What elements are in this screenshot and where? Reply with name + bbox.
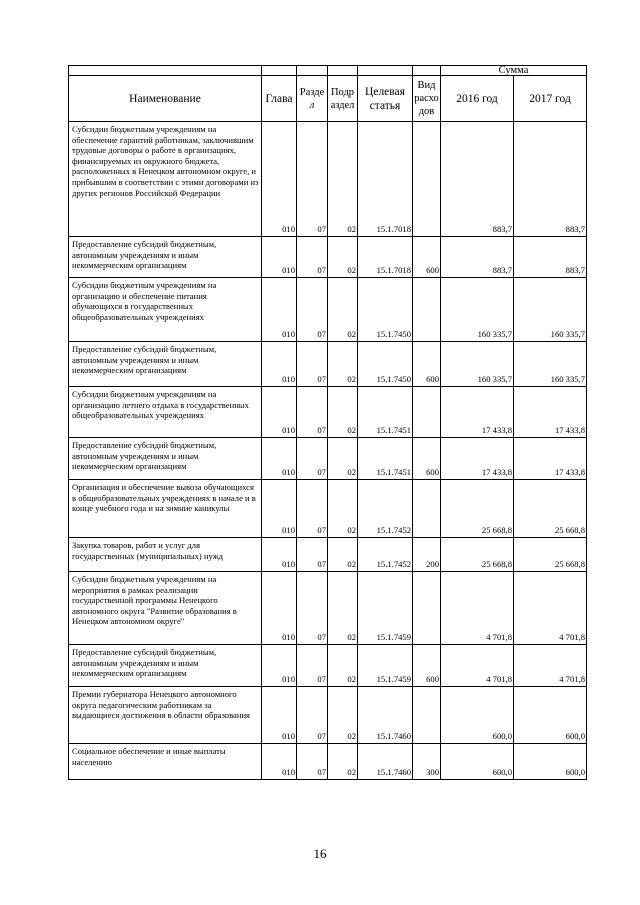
row-name: Предоставление субсидий бюджетным, автономным учреждениям и иным некоммерческим организациям	[69, 438, 262, 480]
row-razdel: 07	[297, 645, 328, 687]
row-razdel: 07	[297, 387, 328, 438]
row-name: Предоставление субсидий бюджетным, автономным учреждениям и иным некоммерческим организациям	[69, 645, 262, 687]
row-name: Субсидии бюджетным учреждениям на организацию и обеспечение питания обучающихся в государственных общеобразовательных учреждениях	[69, 278, 262, 342]
row-sum-2016: 160 335,7	[441, 278, 514, 342]
header-2016: 2016 год	[441, 76, 514, 122]
row-sum-2017: 17 433,8	[514, 387, 587, 438]
table-row	[69, 122, 587, 237]
row-sum-2016: 160 335,7	[441, 342, 514, 387]
row-razdel: 07	[297, 687, 328, 744]
row-tselevaya: 15.1.7451	[358, 387, 413, 438]
page-number: 16	[313, 846, 327, 861]
row-glava: 010	[262, 480, 297, 538]
row-sum-2017: 17 433,8	[514, 438, 587, 480]
header-sum: Сумма	[441, 66, 587, 76]
row-sum-2016: 25 668,8	[441, 480, 514, 538]
row-podrazdel: 02	[328, 572, 358, 645]
table-row	[69, 278, 587, 342]
row-sum-2017: 25 668,8	[514, 538, 587, 572]
row-podrazdel: 02	[328, 237, 358, 278]
row-sum-2016: 4 701,8	[441, 572, 514, 645]
row-vid: 200	[413, 538, 441, 572]
row-vid	[413, 387, 441, 438]
row-tselevaya: 15.1.7018	[358, 122, 413, 237]
row-name: Организация и обеспечение вывоза обучающихся в общеобразовательных учреждениях в начале и в конце учебного года и на зимние каникулы	[69, 480, 262, 538]
row-vid	[413, 480, 441, 538]
row-name: Социальное обеспечение и иные выплаты населению	[69, 744, 262, 780]
row-razdel: 07	[297, 480, 328, 538]
row-sum-2016: 17 433,8	[441, 387, 514, 438]
row-vid: 600	[413, 237, 441, 278]
row-name: Субсидии бюджетным учреждениям на организацию летнего отдыха в государственных общеобразовательных учреждениях	[69, 387, 262, 438]
row-vid: 600	[413, 438, 441, 480]
table-row	[69, 538, 587, 572]
row-sum-2016: 600,0	[441, 744, 514, 780]
header-podrazdel: Подр аздел	[328, 76, 358, 122]
row-sum-2017: 600,0	[514, 687, 587, 744]
row-vid: 600	[413, 645, 441, 687]
table-row	[69, 687, 587, 744]
row-name: Субсидии бюджетным учреждениям на обеспечение гарантий работникам, заключившим трудовые договоры о работе в организациях, финансируемых из окружного бюджета, расположенных в Ненецком автономном округе, и прибывшим в соответствии с этими договорами из других регионов Российской Федерации	[69, 122, 262, 237]
row-sum-2016: 883,7	[441, 122, 514, 237]
row-tselevaya: 15.1.7018	[358, 237, 413, 278]
row-sum-2017: 160 335,7	[514, 342, 587, 387]
row-tselevaya: 15.1.7452	[358, 480, 413, 538]
row-vid	[413, 278, 441, 342]
row-tselevaya: 15.1.7450	[358, 342, 413, 387]
row-podrazdel: 02	[328, 687, 358, 744]
row-glava: 010	[262, 278, 297, 342]
row-tselevaya: 15.1.7450	[358, 278, 413, 342]
row-razdel: 07	[297, 572, 328, 645]
row-name: Предоставление субсидий бюджетным, автономным учреждениям и иным некоммерческим организациям	[69, 342, 262, 387]
row-tselevaya: 15.1.7459	[358, 645, 413, 687]
row-vid	[413, 687, 441, 744]
row-podrazdel: 02	[328, 122, 358, 237]
row-name: Предоставление субсидий бюджетным, автономным учреждениям и иным некоммерческим организациям	[69, 237, 262, 278]
header-razdel: Разде л	[297, 76, 328, 122]
row-glava: 010	[262, 237, 297, 278]
table-row	[69, 480, 587, 538]
header-tselevaya: Целевая статья	[358, 76, 413, 122]
row-podrazdel: 02	[328, 387, 358, 438]
row-sum-2017: 25 668,8	[514, 480, 587, 538]
row-name: Премии губернатора Ненецкого автономного округа педагогическим работникам за выдающиеся достижения в области образования	[69, 687, 262, 744]
row-vid: 300	[413, 744, 441, 780]
table-row	[69, 342, 587, 387]
header-2017: 2017 год	[514, 76, 587, 122]
table-row	[69, 387, 587, 438]
header-row	[69, 76, 587, 122]
row-podrazdel: 02	[328, 480, 358, 538]
row-razdel: 07	[297, 342, 328, 387]
row-sum-2016: 25 668,8	[441, 538, 514, 572]
row-razdel: 07	[297, 538, 328, 572]
row-tselevaya: 15.1.7460	[358, 744, 413, 780]
row-podrazdel: 02	[328, 278, 358, 342]
row-tselevaya: 15.1.7452	[358, 538, 413, 572]
header-name: Наименование	[69, 76, 262, 122]
row-glava: 010	[262, 687, 297, 744]
row-podrazdel: 02	[328, 538, 358, 572]
row-sum-2017: 883,7	[514, 122, 587, 237]
row-sum-2017: 160 335,7	[514, 278, 587, 342]
table-row	[69, 645, 587, 687]
row-razdel: 07	[297, 438, 328, 480]
table-row	[69, 237, 587, 278]
row-podrazdel: 02	[328, 342, 358, 387]
row-podrazdel: 02	[328, 744, 358, 780]
row-sum-2017: 4 701,8	[514, 572, 587, 645]
row-glava: 010	[262, 387, 297, 438]
budget-table	[68, 65, 587, 780]
row-vid	[413, 122, 441, 237]
row-podrazdel: 02	[328, 438, 358, 480]
row-sum-2016: 17 433,8	[441, 438, 514, 480]
table-row	[69, 744, 587, 780]
header-glava: Глава	[262, 76, 297, 122]
row-sum-2016: 600,0	[441, 687, 514, 744]
row-glava: 010	[262, 538, 297, 572]
row-razdel: 07	[297, 744, 328, 780]
row-podrazdel: 02	[328, 645, 358, 687]
header-vid: Вид расхо дов	[413, 76, 441, 122]
row-glava: 010	[262, 438, 297, 480]
row-sum-2017: 4 701,8	[514, 645, 587, 687]
row-name: Закупка товаров, работ и услуг для государственных (муниципальных) нужд	[69, 538, 262, 572]
row-glava: 010	[262, 342, 297, 387]
row-sum-2017: 600,0	[514, 744, 587, 780]
table-row	[69, 572, 587, 645]
row-glava: 010	[262, 572, 297, 645]
row-glava: 010	[262, 122, 297, 237]
row-razdel: 07	[297, 122, 328, 237]
row-razdel: 07	[297, 237, 328, 278]
row-glava: 010	[262, 645, 297, 687]
row-vid: 600	[413, 342, 441, 387]
row-tselevaya: 15.1.7459	[358, 572, 413, 645]
row-tselevaya: 15.1.7460	[358, 687, 413, 744]
row-vid	[413, 572, 441, 645]
row-sum-2016: 883,7	[441, 237, 514, 278]
header-row-top	[69, 66, 587, 76]
row-name: Субсидии бюджетным учреждениям на мероприятия в рамках реализации государственной программы Ненецкого автономного округа "Развитие образования в Ненецком автономном округе"	[69, 572, 262, 645]
row-glava: 010	[262, 744, 297, 780]
row-sum-2016: 4 701,8	[441, 645, 514, 687]
table-row	[69, 438, 587, 480]
row-razdel: 07	[297, 278, 328, 342]
row-sum-2017: 883,7	[514, 237, 587, 278]
row-tselevaya: 15.1.7451	[358, 438, 413, 480]
